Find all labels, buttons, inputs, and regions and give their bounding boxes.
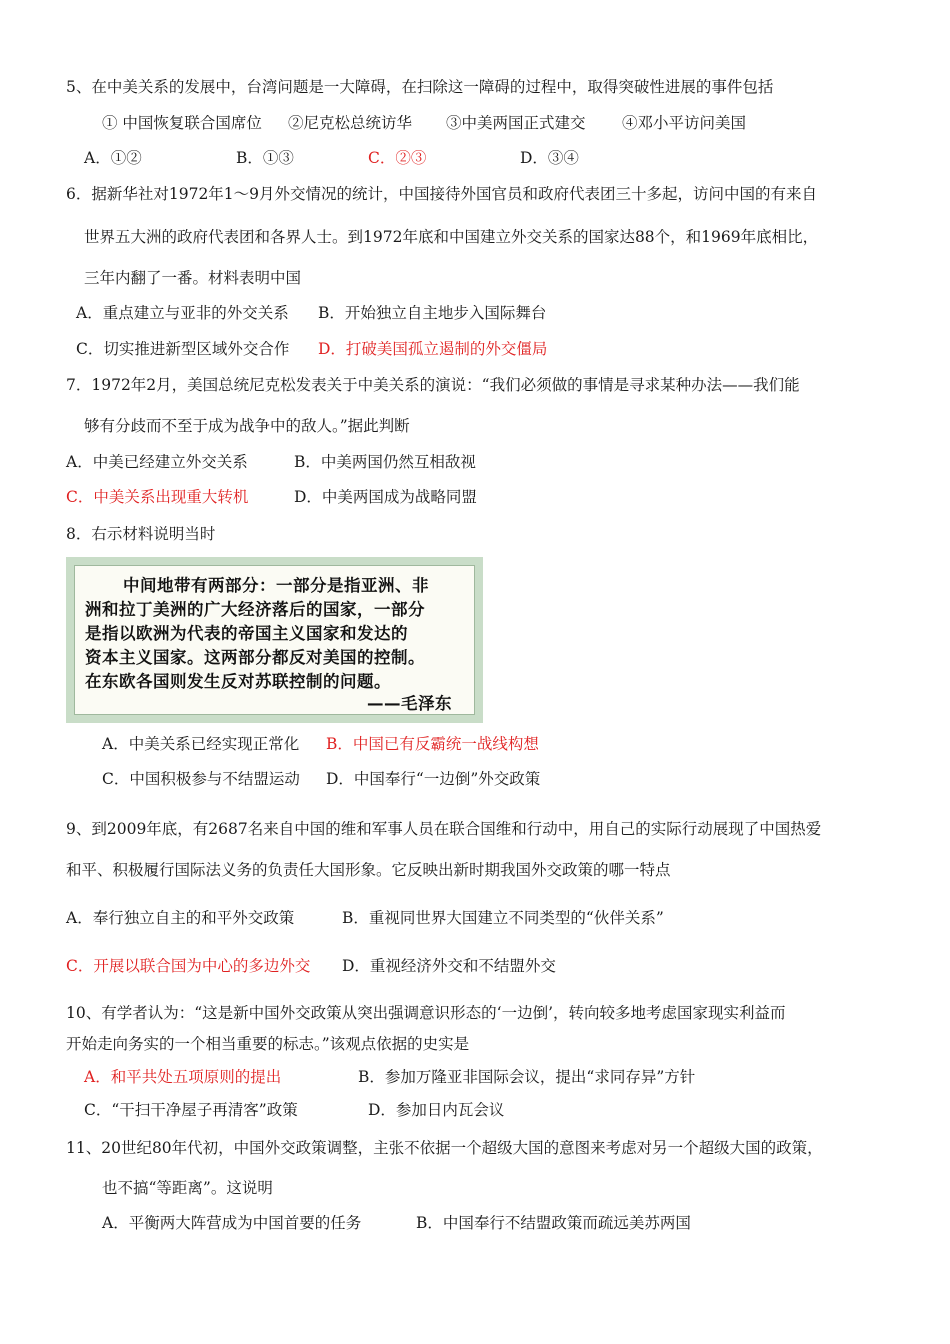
quote-line-3: 是指以欧洲为代表的帝国主义国家和发达的 [85,624,408,643]
q9-stem-line-2: 和平、积极履行国际法义务的负责任大国形象。它反映出新时期我国外交政策的哪一特点 [66,861,671,879]
q9-option-b: B．重视同世界大国建立不同类型的“伙伴关系” [342,909,664,927]
q6-option-a: A．重点建立与亚非的外交关系 [76,304,289,322]
q6-option-b: B．开始独立自主地步入国际舞台 [318,304,547,322]
q9-option-d: D．重视经济外交和不结盟外交 [342,957,556,975]
quote-image-frame [66,557,483,723]
q5-stem: 5、在中美关系的发展中，台湾问题是一大障碍，在扫除这一障碍的过程中，取得突破性进展的事件包括 [66,78,774,96]
q9-option-a: A．奉行独立自主的和平外交政策 [66,909,295,927]
q5-option-b: B．①③ [236,149,294,167]
q10-option-d: D．参加日内瓦会议 [368,1101,505,1119]
q6-option-c: C．切实推进新型区域外交合作 [76,340,290,358]
quote-line-1: 中间地带有两部分：一部分是指亚洲、非 [123,576,429,595]
quote-line-2: 洲和拉丁美洲的广大经济落后的国家，一部分 [85,600,425,619]
mao-quote-box [74,565,475,715]
q5-option-a: A．①② [84,149,142,167]
q9-option-c-answer: C．开展以联合国为中心的多边外交 [66,957,311,975]
q9-stem-line-1: 9、到2009年底，有2687名来自中国的维和军事人员在联合国维和行动中，用自己的实际行动展现了中国热爱 [66,820,822,838]
q5-item-4: ④邓小平访问美国 [622,114,747,132]
q5-item-1: ① 中国恢复联合国席位 [102,114,262,132]
quote-line-5: 在东欧各国则发生反对苏联控制的问题。 [85,672,391,691]
quote-line-4: 资本主义国家。这两部分都反对美国的控制。 [85,648,425,667]
q6-option-d-answer: D．打破美国孤立遏制的外交僵局 [318,340,548,358]
q7-option-b: B．中美两国仍然互相敌视 [294,453,476,471]
q5-item-3: ③中美两国正式建交 [446,114,586,132]
q10-option-c: C．“干扫干净屋子再清客”政策 [84,1101,298,1119]
q11-stem-line-2: 也不搞“等距离”。这说明 [102,1179,273,1197]
q7-option-d: D．中美两国成为战略同盟 [294,488,477,506]
q8-option-a: A．中美关系已经实现正常化 [102,735,300,753]
q7-option-a: A．中美已经建立外交关系 [66,453,248,471]
q5-option-c-answer: C．②③ [368,149,427,167]
q11-option-b: B．中国奉行不结盟政策而疏远美苏两国 [416,1214,691,1232]
q10-stem-line-1: 10、有学者认为：“这是新中国外交政策从突出强调意识形态的‘一边倒’，转向较多地考虑国家现实利益而 [66,1004,786,1022]
q10-stem-line-2: 开始走向务实的一个相当重要的标志。”该观点依据的史实是 [66,1035,470,1053]
q8-option-c: C．中国积极参与不结盟运动 [102,770,300,788]
q6-stem-line-2: 世界五大洲的政府代表团和各界人士。到1972年底和中国建立外交关系的国家达88个，和1969年底相比， [84,228,819,246]
q11-option-a: A．平衡两大阵营成为中国首要的任务 [102,1214,362,1232]
quote-author: ——毛泽东 [367,694,452,713]
q10-option-a-answer: A．和平共处五项原则的提出 [84,1068,282,1086]
q6-stem-line-1: 6．据新华社对1972年1～9月外交情况的统计，中国接待外国官员和政府代表团三十多起，访问中国的有来自 [66,185,818,203]
q11-stem-line-1: 11、20世纪80年代初，中国外交政策调整，主张不依据一个超级大国的意图来考虑对另一个超级大国的政策， [66,1139,823,1157]
q5-option-d: D．③④ [520,149,579,167]
q7-stem-line-2: 够有分歧而不至于成为战争中的敌人。”据此判断 [84,417,410,435]
q6-stem-line-3: 三年内翻了一番。材料表明中国 [84,269,302,287]
q8-option-d: D．中国奉行“一边倒”外交政策 [326,770,541,788]
q8-option-b-answer: B．中国已有反霸统一战线构想 [326,735,539,753]
q7-stem-line-1: 7．1972年2月，美国总统尼克松发表关于中美关系的演说：“我们必须做的事情是寻求某种办法——我们能 [66,376,800,394]
q8-stem: 8．右示材料说明当时 [66,525,216,543]
q5-item-2: ②尼克松总统访华 [288,114,413,132]
q7-option-c-answer: C．中美关系出现重大转机 [66,488,249,506]
q10-option-b: B．参加万隆亚非国际会议，提出“求同存异”方针 [358,1068,696,1086]
